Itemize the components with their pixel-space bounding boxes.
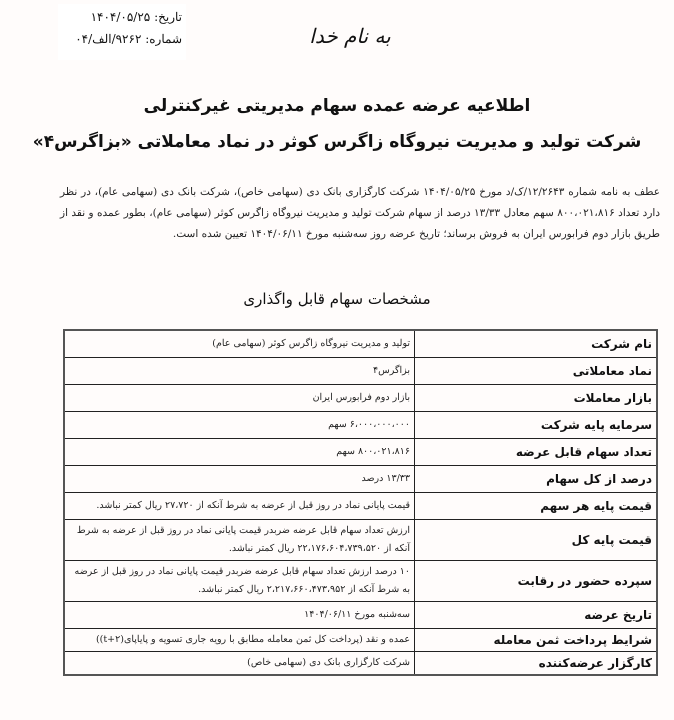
spec-value: سه‌شنبه مورخ ۱۴۰۴/۰۶/۱۱ <box>64 602 415 629</box>
table-row <box>64 561 657 602</box>
letter-date-label: تاریخ: <box>154 10 182 24</box>
spec-value: شرکت کارگزاری بانک دی (سهامی خاص) <box>64 652 415 676</box>
table-row <box>64 652 657 676</box>
table-row <box>64 439 657 466</box>
table-row <box>64 493 657 520</box>
spec-value: عمده و نقد (پرداخت کل ثمن معامله مطابق با رویه جاری تسویه و پایاپای(t+۲)) <box>64 629 415 652</box>
table-row <box>64 629 657 652</box>
announcement-subtitle: شرکت تولید و مدیریت نیروگاه زاگرس کوثر در نماد معاملاتی «بزاگرس۴» <box>32 132 642 152</box>
table-row <box>64 358 657 385</box>
letter-number-value: ۹۲۶۲/الف/۰۴ <box>75 32 142 46</box>
spec-value: بازار دوم فرابورس ایران <box>64 385 415 412</box>
spec-value: تولید و مدیریت نیروگاه زاگرس کوثر (سهامی عام) <box>64 330 415 358</box>
spec-value: ۱۰ درصد ارزش تعداد سهام قابل عرضه ضربدر قیمت پایانی نماد در روز قبل از عرضه به شرط آنکه از ۲،۲۱۷،۶۶۰،۴۷۳،۹۵۲ ریال کمتر نباشد. <box>64 561 415 602</box>
letter-number-label: شماره: <box>145 32 182 46</box>
announcement-body: عطف به نامه شماره ۱۲/۲۶۴۳/ک/د مورخ ۱۴۰۴/۰۵/۲۵ شرکت کارگزاری بانک دی (سهامی خاص)، شرکت بانک دی (سهامی عام)، در نظر دارد تعداد ۸۰۰،۰۲۱،۸۱۶ سهم معادل ۱۳/۳۳ درصد از سهام شرکت تولید و مدیریت نیروگاه زاگرس کوثر (سهامی عام)، بطور عمده و نقد از طریق بازار دوم فرابورس ایران به فروش برساند؛ تاریخ عرضه روز سه‌شنبه مورخ ۱۴۰۴/۰۶/۱۱ تعیین شده است. <box>60 186 660 240</box>
spec-value: بزاگرس۴ <box>64 358 415 385</box>
table-row <box>64 466 657 493</box>
table-row <box>64 330 657 358</box>
letter-date-value: ۱۴۰۴/۰۵/۲۵ <box>90 10 151 24</box>
table-row <box>64 412 657 439</box>
spec-label: قیمت پایه هر سهم <box>415 493 658 520</box>
spec-label: شرایط پرداخت ثمن معامله <box>415 629 658 652</box>
spec-value: قیمت پایانی نماد در روز قبل از عرضه به شرط آنکه از ۲۷،۷۲۰ ریال کمتر نباشد. <box>64 493 415 520</box>
spec-label: تعداد سهام قابل عرضه <box>415 439 658 466</box>
spec-value: ارزش تعداد سهام قابل عرضه ضربدر قیمت پایانی نماد در روز قبل از عرضه به شرط آنکه از ۲۲،۱۷۶،۶۰۴،۷۳۹،۵۲۰ ریال کمتر نباشد. <box>64 520 415 561</box>
spec-label: نماد معاملاتی <box>415 358 658 385</box>
specs-section-title: مشخصات سهام قابل واگذاری <box>243 290 431 308</box>
letter-number <box>58 28 182 50</box>
spec-label: سرمایه پایه شرکت <box>415 412 658 439</box>
table-row <box>64 385 657 412</box>
announcement-title: اطلاعیه عرضه عمده سهام مدیریتی غیرکنترلی <box>143 96 531 116</box>
table-row <box>64 520 657 561</box>
spec-value: ۸۰۰،۰۲۱،۸۱۶ سهم <box>64 439 415 466</box>
bismillah-heading: به نام خدا <box>309 24 391 48</box>
table-row <box>64 602 657 629</box>
letter-date <box>58 6 182 28</box>
letter-reference-box <box>58 4 186 60</box>
share-specs-table <box>63 329 658 676</box>
spec-label: تاریخ عرضه <box>415 602 658 629</box>
spec-label: نام شرکت <box>415 330 658 358</box>
spec-value: ۶،۰۰۰،۰۰۰،۰۰۰ سهم <box>64 412 415 439</box>
spec-label: درصد از کل سهام <box>415 466 658 493</box>
spec-value: ۱۳/۳۳ درصد <box>64 466 415 493</box>
spec-label: سپرده حضور در رقابت <box>415 561 658 602</box>
spec-label: قیمت پایه کل <box>415 520 658 561</box>
spec-label: کارگزار عرضه‌کننده <box>415 652 658 676</box>
spec-label: بازار معاملات <box>415 385 658 412</box>
